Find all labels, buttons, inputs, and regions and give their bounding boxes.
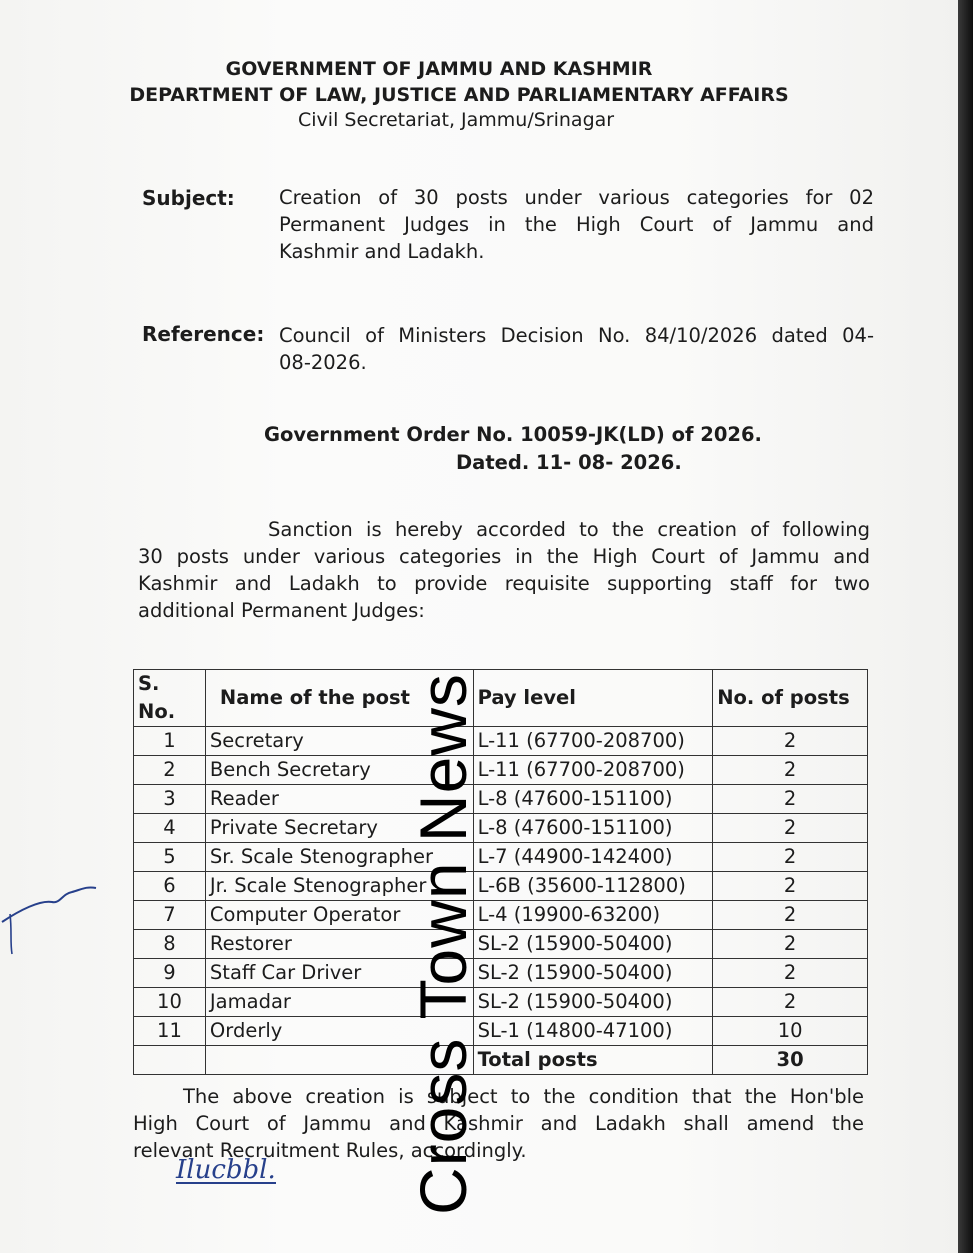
cell-pay-level: L-8 (47600-151100) (473, 814, 713, 843)
cell-post-name: Private Secretary (205, 814, 473, 843)
cell-post-name: Secretary (205, 727, 473, 756)
margin-scrawl-mark (0, 880, 110, 960)
table-row (134, 988, 868, 1017)
order-number: Government Order No. 10059-JK(LD) of 2026. (264, 423, 762, 446)
header-government: GOVERNMENT OF JAMMU AND KASHMIR (225, 58, 653, 80)
table-row (134, 727, 868, 756)
cell-post-name: Orderly (205, 1017, 473, 1046)
col-header-pay: Pay level (473, 670, 713, 727)
table-row (134, 1017, 868, 1046)
cell-sno: 9 (134, 959, 206, 988)
order-date: Dated. 11- 08- 2026. (456, 451, 682, 474)
cell-post-count: 2 (713, 727, 868, 756)
cell-post-count: 2 (713, 901, 868, 930)
header-department: DEPARTMENT OF LAW, JUSTICE AND PARLIAMENTARY AFFAIRS (129, 84, 789, 106)
table-row (134, 872, 868, 901)
table-row (134, 930, 868, 959)
watermark-text: Cross Town News (406, 673, 480, 1215)
cell-sno: 7 (134, 901, 206, 930)
cell-post-name: Reader (205, 785, 473, 814)
cell-pay-level: L-4 (19900-63200) (473, 901, 713, 930)
cell-post-name: Sr. Scale Stenographer (205, 843, 473, 872)
cell-post-count: 2 (713, 785, 868, 814)
table-row (134, 785, 868, 814)
cell-pay-level: SL-2 (15900-50400) (473, 959, 713, 988)
cell-post-name: Staff Car Driver (205, 959, 473, 988)
cell-sno: 2 (134, 756, 206, 785)
total-row (134, 1046, 868, 1075)
table-row (134, 901, 868, 930)
cell-pay-level: L-6B (35600-112800) (473, 872, 713, 901)
header-address: Civil Secretariat, Jammu/Srinagar (298, 109, 615, 131)
cell-pay-level: L-7 (44900-142400) (473, 843, 713, 872)
intro-line: 30 posts under various categories in the High Court of Jammu and (138, 545, 870, 568)
closing-paragraph (133, 1083, 864, 1164)
cell-sno: 1 (134, 727, 206, 756)
subject-line: Kashmir and Ladakh. (279, 240, 485, 263)
intro-paragraph (138, 516, 870, 624)
closing-line: High Court of Jammu and Kashmir and Ladakh shall amend the (133, 1112, 864, 1135)
col-header-post: Name of the post (205, 670, 473, 727)
cell-pay-level: SL-2 (15900-50400) (473, 930, 713, 959)
cell-post-name: Jamadar (205, 988, 473, 1017)
cell-sno: 8 (134, 930, 206, 959)
total-blank-cell (134, 1046, 206, 1075)
subject-label: Subject: (142, 186, 235, 210)
cell-post-count: 2 (713, 959, 868, 988)
cell-post-name: Jr. Scale Stenographer (205, 872, 473, 901)
cell-post-count: 2 (713, 756, 868, 785)
table-row (134, 756, 868, 785)
cell-post-name: Restorer (205, 930, 473, 959)
table-row (134, 814, 868, 843)
cell-pay-level: SL-1 (14800-47100) (473, 1017, 713, 1046)
table-header-row (134, 670, 868, 727)
intro-line: Sanction is hereby accorded to the creation of following (268, 518, 870, 541)
reference-label: Reference: (142, 322, 265, 346)
cell-post-name: Bench Secretary (205, 756, 473, 785)
table-row (134, 843, 868, 872)
intro-line: additional Permanent Judges: (138, 599, 425, 622)
cell-post-name: Computer Operator (205, 901, 473, 930)
table-row (134, 959, 868, 988)
col-header-sno: S. No. (134, 670, 206, 727)
reference-line: 08-2026. (279, 351, 367, 374)
cell-sno: 4 (134, 814, 206, 843)
cell-pay-level: L-11 (67700-208700) (473, 756, 713, 785)
page-edge-shadow (958, 0, 973, 1253)
intro-line: Kashmir and Ladakh to provide requisite supporting staff for two (138, 572, 870, 595)
cell-sno: 11 (134, 1017, 206, 1046)
reference-line: Council of Ministers Decision No. 84/10/2026 dated 04- (279, 324, 874, 347)
cell-post-count: 2 (713, 872, 868, 901)
cell-post-count: 2 (713, 988, 868, 1017)
col-header-count: No. of posts (713, 670, 868, 727)
closing-line: relevant Recruitment Rules, accordingly. (133, 1139, 527, 1162)
total-value: 30 (713, 1046, 868, 1075)
cell-sno: 3 (134, 785, 206, 814)
reference-text (279, 322, 874, 376)
cell-sno: 10 (134, 988, 206, 1017)
subject-line: Creation of 30 posts under various categories for 02 (279, 186, 874, 209)
cell-pay-level: L-8 (47600-151100) (473, 785, 713, 814)
cell-sno: 6 (134, 872, 206, 901)
cell-pay-level: L-11 (67700-208700) (473, 727, 713, 756)
cell-pay-level: SL-2 (15900-50400) (473, 988, 713, 1017)
cell-sno: 5 (134, 843, 206, 872)
cell-post-count: 10 (713, 1017, 868, 1046)
subject-line: Permanent Judges in the High Court of Jammu and (279, 213, 874, 236)
subject-text (279, 184, 874, 265)
cell-post-count: 2 (713, 930, 868, 959)
cell-post-count: 2 (713, 814, 868, 843)
total-label: Total posts (473, 1046, 713, 1075)
closing-line: The above creation is subject to the condition that the Hon'ble (183, 1085, 864, 1108)
signature: Ilucbbl. (176, 1155, 276, 1185)
posts-table (133, 669, 868, 1075)
cell-post-count: 2 (713, 843, 868, 872)
